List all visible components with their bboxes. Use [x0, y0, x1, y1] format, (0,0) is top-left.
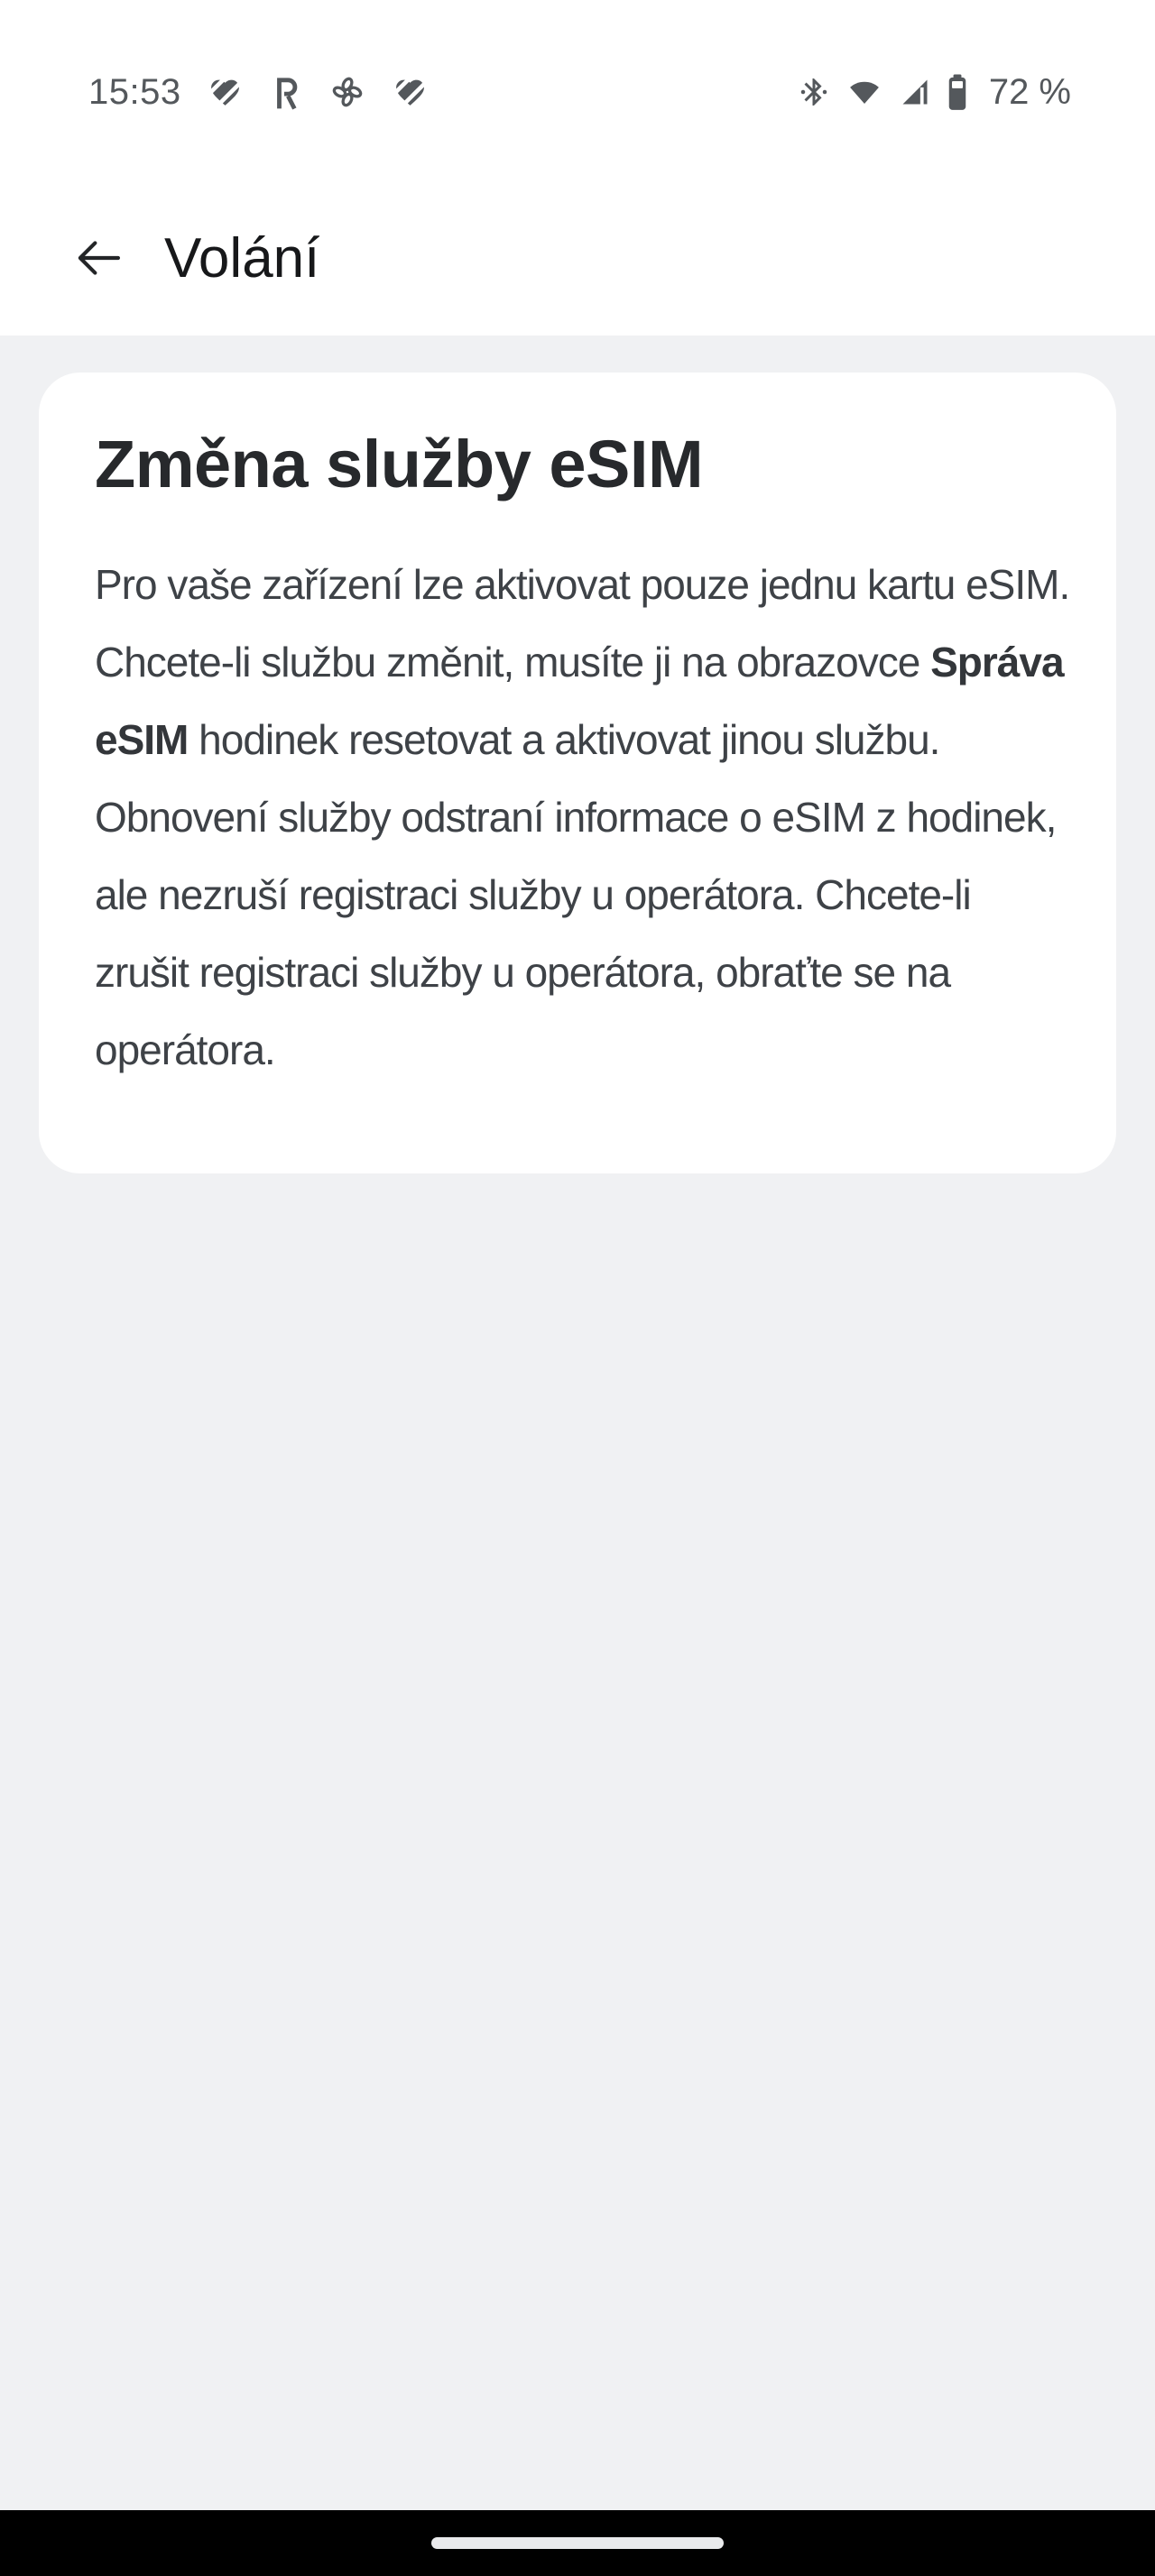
pinwheel-icon: [330, 75, 365, 109]
card-body-text: [95, 546, 1073, 1089]
status-bar: [0, 0, 1155, 117]
gesture-nav-bar: [0, 2510, 1155, 2576]
system-status-icons: [798, 72, 1071, 113]
battery-percent: 72 %: [988, 71, 1071, 112]
bluetooth-icon: [798, 76, 830, 108]
back-button[interactable]: [70, 230, 126, 286]
revolut-r-icon: [271, 74, 301, 110]
heart-stripes-icon: [393, 76, 427, 109]
status-time: 15:53: [88, 71, 181, 112]
esim-info-card: [39, 373, 1116, 1173]
page-title: Volání: [164, 226, 320, 290]
wifi-icon: [845, 76, 883, 108]
battery-icon: [947, 73, 968, 111]
heart-stripes-icon: [208, 76, 242, 109]
body-text-bold: Správa eSIM: [95, 639, 1064, 763]
cell-signal-icon: [899, 76, 931, 108]
card-title: Změna služby eSIM: [95, 427, 704, 501]
top-app-surface: [0, 0, 1155, 336]
app-header: [0, 207, 1155, 308]
body-text-part1: Pro vaše zařízení lze aktivovat pouze jednu kartu eSIM. Chcete-li službu změnit, musíte ji na obrazovce: [95, 561, 1070, 685]
gesture-handle[interactable]: [431, 2537, 724, 2549]
body-text-part2: hodinek resetovat a aktivovat jinou službu. Obnovení služby odstraní informace o eSIM z hodinek, ale nezruší registraci služby u operátora. Chcete-li zrušit registraci služby u operátora, obraťte se na operátora.: [95, 716, 1057, 1073]
notification-icons: [208, 74, 427, 110]
arrow-left-icon: [70, 275, 126, 289]
